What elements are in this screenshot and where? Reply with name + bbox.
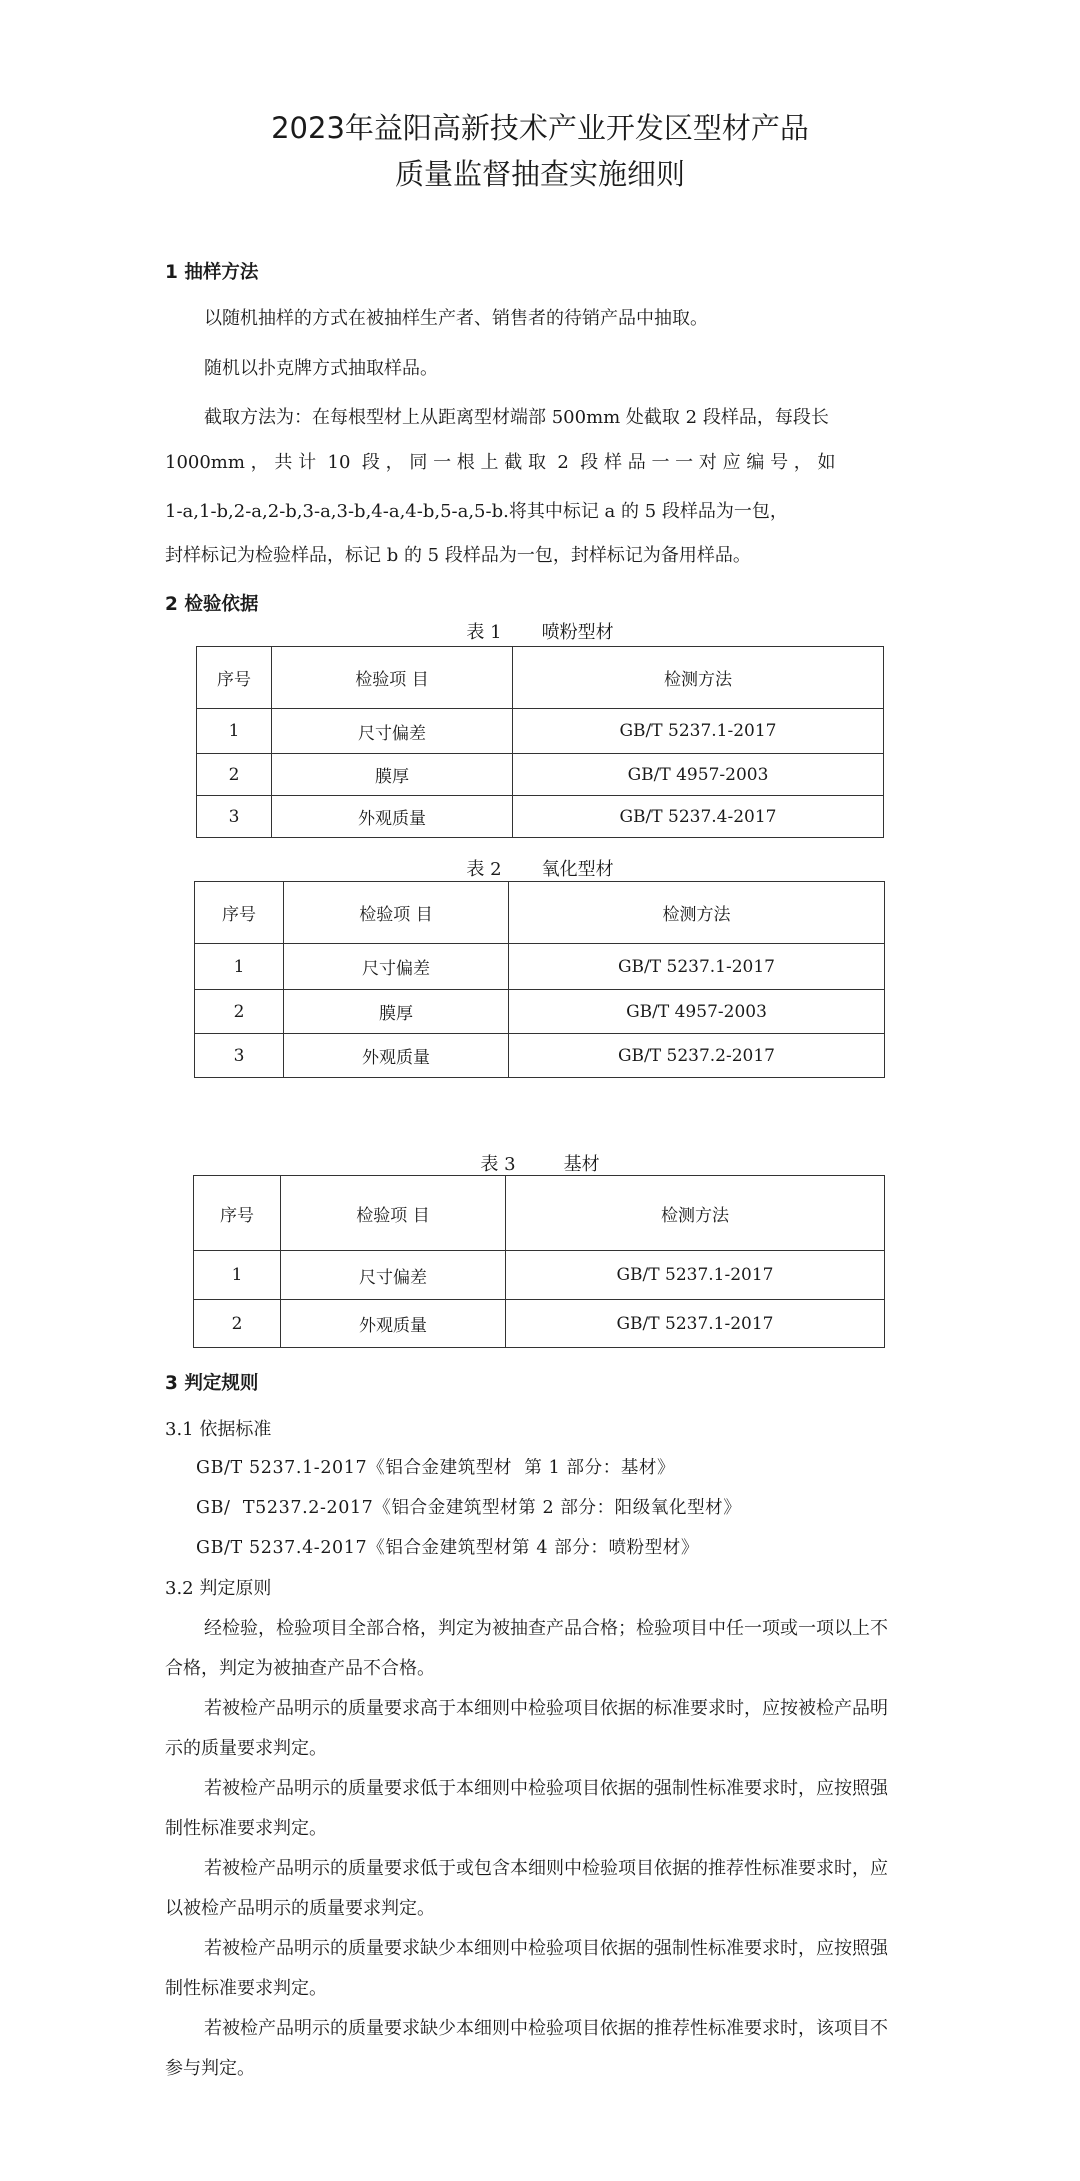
table-2-header-cell: 序号 <box>195 882 284 944</box>
standard-reference: GB/ T5237.2-2017《铝合金建筑型材第 2 部分：阳级氧化型材》 <box>196 1498 742 1518</box>
table-cell: 膜厚 <box>272 754 513 796</box>
table-cell: GB/T 5237.1-2017 <box>506 1300 885 1348</box>
section-1-paragraph-3-line-4: 封样标记为检验样品，标记 b 的 5 段样品为一包，封样标记为备用样品。 <box>165 545 751 566</box>
section-1-paragraph-3-line-2: 1000mm ， 共 计 10 段 ， 同 一 根 上 截 取 2 段 样 品 一 一 对 应 编 号 ， 如 <box>165 452 836 473</box>
table-3 <box>193 1175 885 1348</box>
judgement-paragraph-1-line-2: 合格，判定为被抽查产品不合格。 <box>165 1658 435 1679</box>
table-cell: GB/T 4957-2003 <box>513 754 884 796</box>
table-3-header-cell: 检测方法 <box>506 1176 885 1251</box>
table-3-header-cell: 检验项 目 <box>281 1176 506 1251</box>
judgement-paragraph-5-line-1: 若被检产品明示的质量要求缺少本细则中检验项目依据的强制性标准要求时，应按照强 <box>204 1938 888 1959</box>
table-row <box>197 796 884 838</box>
table-cell: 外观质量 <box>281 1300 506 1348</box>
table-row <box>195 1034 885 1078</box>
standard-reference: GB/T 5237.1-2017《铝合金建筑型材 第 1 部分：基材》 <box>196 1458 676 1478</box>
table-cell: 尺寸偏差 <box>281 1251 506 1300</box>
table-2-caption <box>0 855 1080 881</box>
section-3-heading: 3 判定规则 <box>165 1373 259 1394</box>
table-2-header-cell: 检验项 目 <box>284 882 509 944</box>
table-3-header-row <box>194 1176 885 1251</box>
judgement-paragraph-3-line-2: 制性标准要求判定。 <box>165 1818 327 1839</box>
table-cell: 3 <box>195 1034 284 1078</box>
table-row <box>195 944 885 990</box>
section-1-paragraph-2: 随机以扑克牌方式抽取样品。 <box>204 358 438 379</box>
document-title-line2: 质量监督抽查实施细则 <box>394 157 685 191</box>
judgement-paragraph-3-line-1: 若被检产品明示的质量要求低于本细则中检验项目依据的强制性标准要求时，应按照强 <box>204 1778 888 1799</box>
table-row <box>194 1300 885 1348</box>
document-title-line1: 2023年益阳高新技术产业开发区型材产品 <box>271 111 809 145</box>
judgement-paragraph-6-line-2: 参与判定。 <box>165 2058 255 2079</box>
table-2-caption-number: 表 2 <box>466 859 502 880</box>
table-2-header-cell: 检测方法 <box>509 882 885 944</box>
table-cell: 膜厚 <box>284 990 509 1034</box>
section-1-heading: 1 抽样方法 <box>165 262 259 283</box>
table-1-caption-number: 表 1 <box>466 622 502 643</box>
standard-reference: GB/T 5237.4-2017《铝合金建筑型材第 4 部分：喷粉型材》 <box>196 1538 700 1558</box>
judgement-paragraph-4-line-2: 以被检产品明示的质量要求判定。 <box>165 1898 435 1919</box>
section-1-paragraph-1: 以随机抽样的方式在被抽样生产者、销售者的待销产品中抽取。 <box>204 308 708 329</box>
table-3-caption-number: 表 3 <box>480 1154 516 1175</box>
section-1-paragraph-3-line-3: 1-a,1-b,2-a,2-b,3-a,3-b,4-a,4-b,5-a,5-b.将其中标记 a 的 5 段样品为一包， <box>165 501 788 522</box>
judgement-paragraph-4-line-1: 若被检产品明示的质量要求低于或包含本细则中检验项目依据的推荐性标准要求时，应 <box>204 1858 888 1879</box>
table-3-caption <box>0 1150 1080 1176</box>
table-cell: 1 <box>194 1251 281 1300</box>
table-cell: 1 <box>195 944 284 990</box>
judgement-paragraph-5-line-2: 制性标准要求判定。 <box>165 1978 327 1999</box>
table-2-caption-name: 氧化型材 <box>541 859 614 880</box>
section-2-heading: 2 检验依据 <box>165 594 259 615</box>
table-cell: GB/T 5237.1-2017 <box>513 709 884 754</box>
table-1-header-cell: 检验项 目 <box>272 647 513 709</box>
table-row <box>195 990 885 1034</box>
table-cell: 外观质量 <box>272 796 513 838</box>
table-1-caption-name: 喷粉型材 <box>541 622 614 643</box>
table-cell: GB/T 5237.1-2017 <box>506 1251 885 1300</box>
table-row <box>197 754 884 796</box>
section-3-2-heading: 3.2 判定原则 <box>165 1578 272 1599</box>
table-cell: GB/T 5237.2-2017 <box>509 1034 885 1078</box>
section-3-1-heading: 3.1 依据标准 <box>165 1419 272 1440</box>
table-row <box>197 709 884 754</box>
table-cell: GB/T 5237.1-2017 <box>509 944 885 990</box>
table-1-header-row <box>197 647 884 709</box>
table-1 <box>196 646 884 838</box>
table-1-caption <box>0 618 1080 644</box>
table-cell: 外观质量 <box>284 1034 509 1078</box>
section-1-paragraph-3-line-1: 截取方法为：在每根型材上从距离型材端部 500mm 处截取 2 段样品，每段长 <box>204 407 829 428</box>
judgement-paragraph-6-line-1: 若被检产品明示的质量要求缺少本细则中检验项目依据的推荐性标准要求时，该项目不 <box>204 2018 888 2039</box>
table-2-header-row <box>195 882 885 944</box>
table-cell: 2 <box>195 990 284 1034</box>
table-3-header-cell: 序号 <box>194 1176 281 1251</box>
table-row <box>194 1251 885 1300</box>
table-cell: 2 <box>197 754 272 796</box>
judgement-paragraph-2-line-2: 示的质量要求判定。 <box>165 1738 327 1759</box>
table-cell: 尺寸偏差 <box>284 944 509 990</box>
judgement-paragraph-1-line-1: 经检验，检验项目全部合格，判定为被抽查产品合格；检验项目中任一项或一项以上不 <box>204 1618 888 1639</box>
table-1-header-cell: 检测方法 <box>513 647 884 709</box>
table-3-caption-name: 基材 <box>563 1154 600 1175</box>
table-1-header-cell: 序号 <box>197 647 272 709</box>
table-cell: 1 <box>197 709 272 754</box>
table-cell: 2 <box>194 1300 281 1348</box>
table-cell: 尺寸偏差 <box>272 709 513 754</box>
table-cell: 3 <box>197 796 272 838</box>
table-cell: GB/T 4957-2003 <box>509 990 885 1034</box>
table-cell: GB/T 5237.4-2017 <box>513 796 884 838</box>
table-2 <box>194 881 885 1078</box>
judgement-paragraph-2-line-1: 若被检产品明示的质量要求高于本细则中检验项目依据的标准要求时，应按被检产品明 <box>204 1698 888 1719</box>
